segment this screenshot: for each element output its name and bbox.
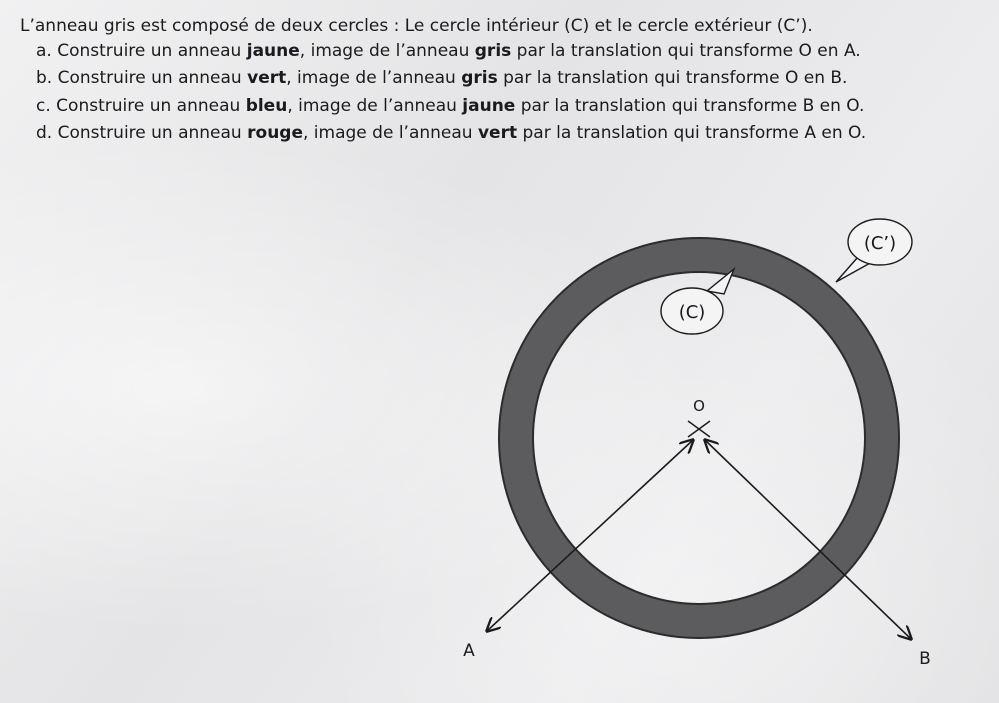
question-text: par la translation qui transforme A en O.: [517, 123, 867, 143]
question-letter: a.: [36, 41, 52, 61]
question-letter: b.: [36, 68, 53, 88]
question-text: par la translation qui transforme O en A.: [511, 41, 861, 61]
center-label: O: [693, 397, 705, 415]
source-ring-word: gris: [474, 41, 512, 61]
source-ring-word: gris: [461, 68, 498, 88]
question-letter: d.: [36, 123, 53, 143]
question-text: Construire un anneau: [52, 123, 248, 143]
question-letter: c.: [36, 96, 51, 116]
ring-color-word: jaune: [246, 41, 300, 61]
source-ring-word: vert: [477, 123, 518, 143]
question-text: par la translation qui transforme B en O.: [515, 96, 865, 116]
question-text: Construire un anneau: [51, 41, 247, 61]
question-text: , image de l’anneau: [299, 41, 475, 61]
question-text: , image de l’anneau: [287, 96, 463, 116]
point-b-label: B: [919, 649, 931, 669]
question-text: Construire un anneau: [50, 96, 246, 116]
question-text: , image de l’anneau: [286, 68, 462, 88]
point-a-label: A: [463, 641, 475, 661]
question-text: , image de l’anneau: [303, 123, 478, 143]
ring-color-word: rouge: [247, 123, 303, 143]
inner-circle-label: (C): [678, 302, 706, 323]
question-text: Construire un anneau: [52, 68, 248, 88]
outer-circle-label: (C’): [863, 233, 897, 254]
intro-text: L’anneau gris est composé de deux cercles : Le cercle intérieur (C) et le cercle extérieur (C’).: [20, 16, 813, 36]
question-text: par la translation qui transforme O en B.: [497, 68, 848, 88]
source-ring-word: jaune: [462, 96, 516, 116]
ring-color-word: bleu: [245, 96, 288, 116]
ring-color-word: vert: [247, 68, 287, 88]
